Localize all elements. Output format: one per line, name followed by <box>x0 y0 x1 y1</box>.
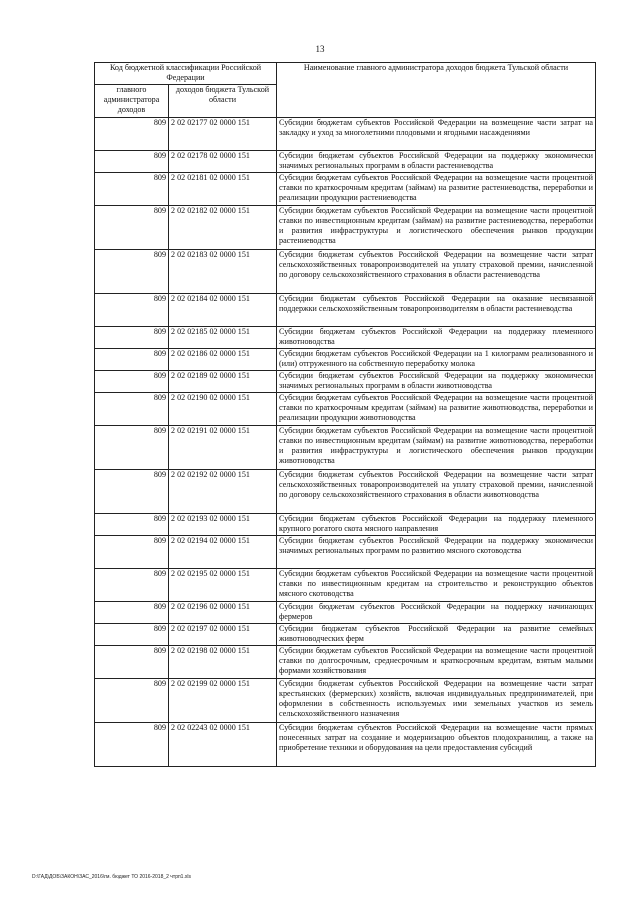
revenue-code-cell: 2 02 02191 02 0000 151 <box>169 426 277 470</box>
admin-code-cell: 809 <box>95 426 169 470</box>
revenue-name-cell: Субсидии бюджетам субъектов Российской Федерации на поддержку племенного животноводства <box>277 327 596 349</box>
table-body <box>95 118 596 767</box>
revenue-name-cell: Субсидии бюджетам субъектов Российской Федерации на возмещение части процентной ставки по краткосрочным кредитам (займам) на развитие растениеводства, переработки и реализации продукции растениеводства <box>277 173 596 206</box>
header-row <box>95 63 596 85</box>
admin-code-cell: 809 <box>95 327 169 349</box>
table-row <box>95 426 596 470</box>
admin-code-cell: 809 <box>95 294 169 327</box>
revenue-name-cell: Субсидии бюджетам субъектов Российской Федерации на возмещение части прямых понесенных затрат на создание и модернизацию объектов плодохранилищ, а также на приобретение техники и оборудования на цели предоставления субсидий <box>277 723 596 767</box>
admin-code-cell: 809 <box>95 151 169 173</box>
revenue-code-cell: 2 02 02199 02 0000 151 <box>169 679 277 723</box>
admin-code-cell: 809 <box>95 250 169 294</box>
table-row <box>95 250 596 294</box>
table-row <box>95 514 596 536</box>
table-row <box>95 569 596 602</box>
admin-code-cell: 809 <box>95 173 169 206</box>
revenue-name-cell: Субсидии бюджетам субъектов Российской Федерации на поддержку экономически значимых региональных программ в области животноводства <box>277 371 596 393</box>
table-row <box>95 173 596 206</box>
revenue-name-cell: Субсидии бюджетам субъектов Российской Федерации на поддержку начинающих фермеров <box>277 602 596 624</box>
revenue-code-cell: 2 02 02196 02 0000 151 <box>169 602 277 624</box>
revenue-code-cell: 2 02 02183 02 0000 151 <box>169 250 277 294</box>
admin-code-cell: 809 <box>95 514 169 536</box>
revenue-name-cell: Субсидии бюджетам субъектов Российской Федерации на возмещение части процентной ставки по инвестиционным кредитам (займам) на развитие животноводства, переработки и развития инфраструктуры и логистического обеспечения рынков продукции животноводства <box>277 426 596 470</box>
table-row <box>95 646 596 679</box>
revenue-code-cell: 2 02 02190 02 0000 151 <box>169 393 277 426</box>
revenue-name-cell: Субсидии бюджетам субъектов Российской Федерации на возмещение части затрат крестьянских (фермерских) хозяйств, включая индивидуальных предпринимателей, при оформлении в собственность используемых ими земельных участков из земель сельскохозяйственного назначения <box>277 679 596 723</box>
revenue-code-cell: 2 02 02178 02 0000 151 <box>169 151 277 173</box>
revenue-code-cell: 2 02 02192 02 0000 151 <box>169 470 277 514</box>
revenue-name-cell: Субсидии бюджетам субъектов Российской Федерации на поддержку экономически значимых региональных программ по развитию мясного скотоводства <box>277 536 596 569</box>
revenue-code-cell: 2 02 02181 02 0000 151 <box>169 173 277 206</box>
table-row <box>95 624 596 646</box>
table-row <box>95 151 596 173</box>
table-row <box>95 602 596 624</box>
revenue-code-cell: 2 02 02184 02 0000 151 <box>169 294 277 327</box>
admin-code-cell: 809 <box>95 602 169 624</box>
revenue-name-cell: Субсидии бюджетам субъектов Российской Федерации на поддержку экономически значимых региональных программ в области растениеводства <box>277 151 596 173</box>
table-row <box>95 294 596 327</box>
header-administrator-name: Наименование главного администратора доходов бюджета Тульской области <box>277 63 596 118</box>
revenue-name-cell: Субсидии бюджетам субъектов Российской Федерации на возмещение части процентной ставки по краткосрочным кредитам (займам) на развитие животноводства, переработки и реализации продукции животноводства <box>277 393 596 426</box>
revenue-code-cell: 2 02 02243 02 0000 151 <box>169 723 277 767</box>
admin-code-cell: 809 <box>95 646 169 679</box>
revenue-name-cell: Субсидии бюджетам субъектов Российской Федерации на 1 килограмм реализованного и (или) отгруженного на собственную переработку молока <box>277 349 596 371</box>
table-row <box>95 349 596 371</box>
revenue-name-cell: Субсидии бюджетам субъектов Российской Федерации на развитие семейных животноводческих ферм <box>277 624 596 646</box>
table-row <box>95 723 596 767</box>
header-revenue: доходов бюджета Тульской области <box>169 85 277 118</box>
revenue-code-cell: 2 02 02194 02 0000 151 <box>169 536 277 569</box>
header-main-administrator: главного администратора доходов <box>95 85 169 118</box>
revenue-code-cell: 2 02 02185 02 0000 151 <box>169 327 277 349</box>
admin-code-cell: 809 <box>95 624 169 646</box>
file-path-footer: D:\ГАД\ДОБ\ЗАКОН\ЗАС_2016\гм. бюджет ТО 2016-2018_2 чтрп1.xls <box>32 874 191 880</box>
admin-code-cell: 809 <box>95 723 169 767</box>
admin-code-cell: 809 <box>95 569 169 602</box>
table-row <box>95 118 596 151</box>
budget-classification-table <box>94 62 596 767</box>
revenue-code-cell: 2 02 02189 02 0000 151 <box>169 371 277 393</box>
admin-code-cell: 809 <box>95 118 169 151</box>
revenue-code-cell: 2 02 02195 02 0000 151 <box>169 569 277 602</box>
revenue-name-cell: Субсидии бюджетам субъектов Российской Федерации на возмещение части процентной ставки по инвестиционным кредитам (займам) на развитие растениеводства, переработки и развития инфраструктуры и логистического обеспечения рынков продукции растениеводства <box>277 206 596 250</box>
table-row <box>95 393 596 426</box>
revenue-code-cell: 2 02 02193 02 0000 151 <box>169 514 277 536</box>
revenue-code-cell: 2 02 02197 02 0000 151 <box>169 624 277 646</box>
admin-code-cell: 809 <box>95 470 169 514</box>
revenue-name-cell: Субсидии бюджетам субъектов Российской Федерации на возмещение части процентной ставки по долгосрочным, среднесрочным и краткосрочным кредитам, взятым малыми формами хозяйствования <box>277 646 596 679</box>
revenue-name-cell: Субсидии бюджетам субъектов Российской Федерации на возмещение части затрат сельскохозяйственных товаропроизводителей на уплату страховой премии, начисленной по договору сельскохозяйственного страхования в области животноводства <box>277 470 596 514</box>
revenue-name-cell: Субсидии бюджетам субъектов Российской Федерации на возмещение части процентной ставки по инвестиционным кредитам на строительство и реконструкцию объектов мясного скотоводства <box>277 569 596 602</box>
admin-code-cell: 809 <box>95 679 169 723</box>
table-row <box>95 536 596 569</box>
revenue-name-cell: Субсидии бюджетам субъектов Российской Федерации на поддержку племенного крупного рогатого скота мясного направления <box>277 514 596 536</box>
header-classification-code: Код бюджетной классификации Российской Федерации <box>95 63 277 85</box>
admin-code-cell: 809 <box>95 393 169 426</box>
revenue-code-cell: 2 02 02186 02 0000 151 <box>169 349 277 371</box>
table-row <box>95 327 596 349</box>
revenue-code-cell: 2 02 02177 02 0000 151 <box>169 118 277 151</box>
revenue-name-cell: Субсидии бюджетам субъектов Российской Федерации на возмещение части затрат сельскохозяйственных товаропроизводителей на уплату страховой премии, начисленной по договору сельскохозяйственного страхования в области растениеводства <box>277 250 596 294</box>
revenue-code-cell: 2 02 02198 02 0000 151 <box>169 646 277 679</box>
admin-code-cell: 809 <box>95 349 169 371</box>
revenue-name-cell: Субсидии бюджетам субъектов Российской Федерации на оказание несвязанной поддержки сельскохозяйственным товаропроизводителям в области растениеводства <box>277 294 596 327</box>
revenue-code-cell: 2 02 02182 02 0000 151 <box>169 206 277 250</box>
table-row <box>95 470 596 514</box>
table-row <box>95 206 596 250</box>
admin-code-cell: 809 <box>95 536 169 569</box>
page-number: 13 <box>315 44 325 54</box>
revenue-name-cell: Субсидии бюджетам субъектов Российской Федерации на возмещение части затрат на закладку и уход за многолетними плодовыми и ягодными насаждениями <box>277 118 596 151</box>
table-row <box>95 679 596 723</box>
admin-code-cell: 809 <box>95 371 169 393</box>
table-row <box>95 371 596 393</box>
admin-code-cell: 809 <box>95 206 169 250</box>
